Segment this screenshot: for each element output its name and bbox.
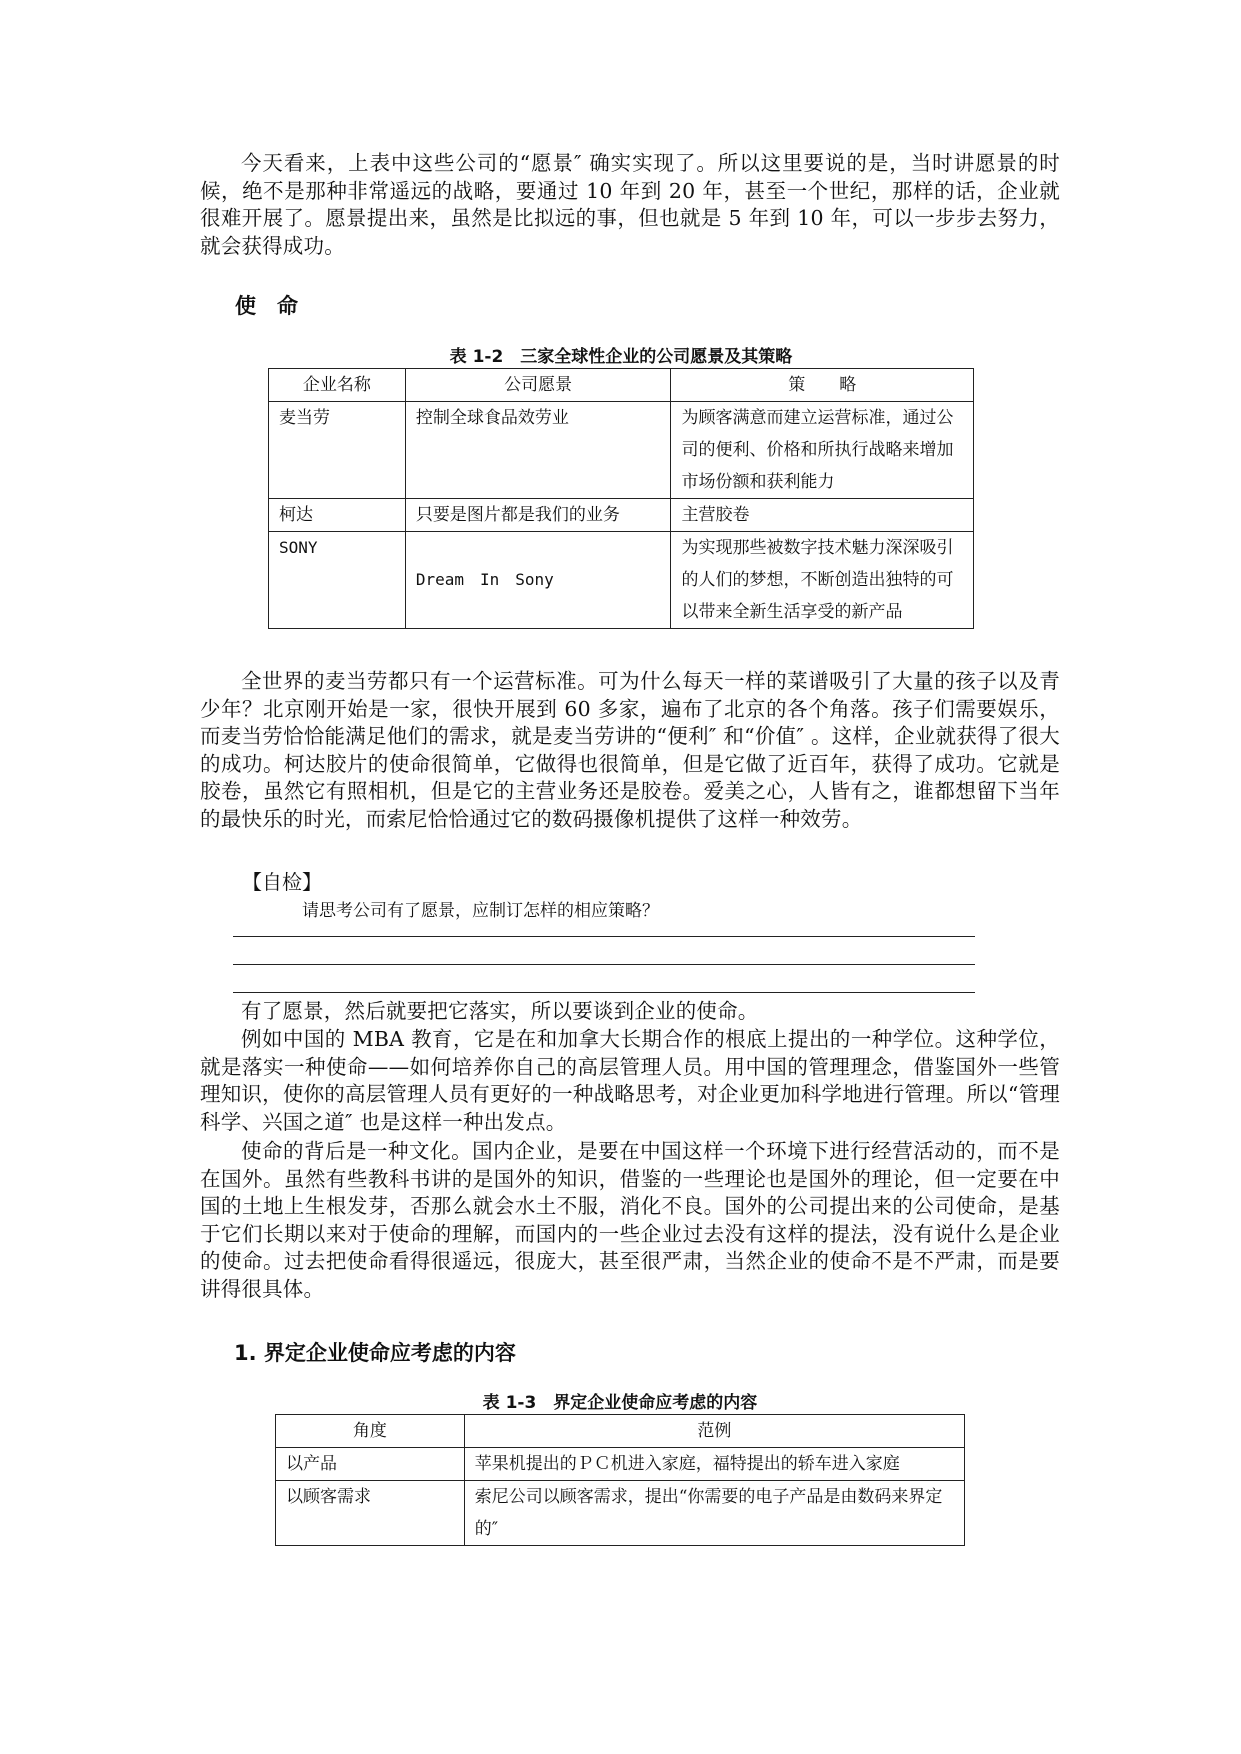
- section-heading-mission: 使 命: [235, 294, 298, 318]
- section-heading-1: 1. 界定企业使命应考虑的内容: [234, 1341, 516, 1365]
- table-2-caption: 表 1-3 界定企业使命应考虑的内容: [482, 1393, 758, 1413]
- header-company-name: 企业名称: [269, 369, 406, 402]
- table-header-row: [269, 369, 974, 402]
- cell-vision: 控制全球食品效劳业: [405, 402, 671, 499]
- self-check-question: 请思考公司有了愿景，应制订怎样的相应策略？: [302, 901, 659, 921]
- paragraph-mission-intro: 有了愿景，然后就要把它落实，所以要谈到企业的使命。: [241, 999, 759, 1023]
- table-mission-content: [275, 1414, 965, 1546]
- self-check-title: 【自检】: [242, 870, 322, 894]
- header-angle: 角度: [276, 1415, 465, 1448]
- table-row: [269, 532, 974, 629]
- cell-angle: 以顾客需求: [276, 1481, 465, 1546]
- paragraph-mcdonalds-kodak: 全世界的麦当劳都只有一个运营标准。可为什么每天一样的菜谱吸引了大量的孩子以及青少年？北京刚开始是一家，很快开展到 60 多家，遍布了北京的各个角落。孩子们需要娱乐，而麦当劳恰恰能满足他们的需求，就是麦当劳讲的“便利″ 和“价值″ 。这样，企业就获得了很大的成功。柯达胶片的使命很简单，它做得也很简单，但是它做了近百年，获得了成功。它就是胶卷，虽然它有照相机，但是它的主营业务还是胶卷。爱美之心，人皆有之，谁都想留下当年的最快乐的时光，而索尼恰恰通过它的数码摄像机提供了这样一种效劳。: [200, 669, 1060, 831]
- cell-company: 柯达: [269, 499, 406, 532]
- header-strategy: 策 略: [671, 369, 974, 402]
- table-row: [276, 1448, 965, 1481]
- table-header-row: [276, 1415, 965, 1448]
- header-company-vision: 公司愿景: [405, 369, 671, 402]
- table-vision-strategy: [268, 368, 974, 629]
- paragraph-mba-example: 例如中国的 MBA 教育，它是在和加拿大长期合作的根底上提出的一种学位。这种学位，就是落实一种使命——如何培养你自己的高层管理人员。用中国的管理理念，借鉴国外一些管理知识，使你的高层管理人员有更好的一种战略思考，对企业更加科学地进行管理。所以“管理科学、兴国之道″ 也是这样一种出发点。: [200, 1027, 1060, 1134]
- answer-line[interactable]: [233, 936, 975, 937]
- cell-vision: 只要是图片都是我们的业务: [405, 499, 671, 532]
- cell-angle: 以产品: [276, 1448, 465, 1481]
- cell-example: 索尼公司以顾客需求，提出“你需要的电子产品是由数码来界定的″: [464, 1481, 964, 1546]
- table-row: [276, 1481, 965, 1546]
- cell-strategy: 主营胶卷: [671, 499, 974, 532]
- paragraph-mission-culture: 使命的背后是一种文化。国内企业，是要在中国这样一个环境下进行经营活动的，而不是在国外。虽然有些教科书讲的是国外的知识，借鉴的一些理论也是国外的理论，但一定要在中国的土地上生根发芽，否那么就会水土不服，消化不良。国外的公司提出来的公司使命，是基于它们长期以来对于使命的理解，而国内的一些企业过去没有这样的提法，没有说什么是企业的使命。过去把使命看得很遥远，很庞大，甚至很严肃，当然企业的使命不是不严肃，而是要讲得很具体。: [200, 1139, 1060, 1301]
- table-row: [269, 499, 974, 532]
- answer-line[interactable]: [233, 992, 975, 993]
- table-row: [269, 402, 974, 499]
- cell-company: SONY: [269, 532, 406, 629]
- cell-strategy: 为实现那些被数字技术魅力深深吸引的人们的梦想，不断创造出独特的可以带来全新生活享受的新产品: [671, 532, 974, 629]
- table-1-caption: 表 1-2 三家全球性企业的公司愿景及其策略: [449, 347, 793, 367]
- header-example: 范例: [464, 1415, 964, 1448]
- paragraph-vision-realized: 今天看来，上表中这些公司的“愿景″ 确实实现了。所以这里要说的是，当时讲愿景的时候，绝不是那种非常遥远的战略，要通过 10 年到 20 年，甚至一个世纪，那样的话，企业就很难开展了。愿景提出来，虽然是比拟远的事，但也就是 5 年到 10 年，可以一步步去努力，就会获得成功。: [200, 151, 1060, 258]
- cell-strategy: 为顾客满意而建立运营标准，通过公司的便利、价格和所执行战略来增加市场份额和获利能力: [671, 402, 974, 499]
- cell-vision: Dream In Sony: [405, 532, 671, 629]
- cell-company: 麦当劳: [269, 402, 406, 499]
- cell-example: 苹果机提出的ＰＣ机进入家庭，福特提出的轿车进入家庭: [464, 1448, 964, 1481]
- answer-line[interactable]: [233, 964, 975, 965]
